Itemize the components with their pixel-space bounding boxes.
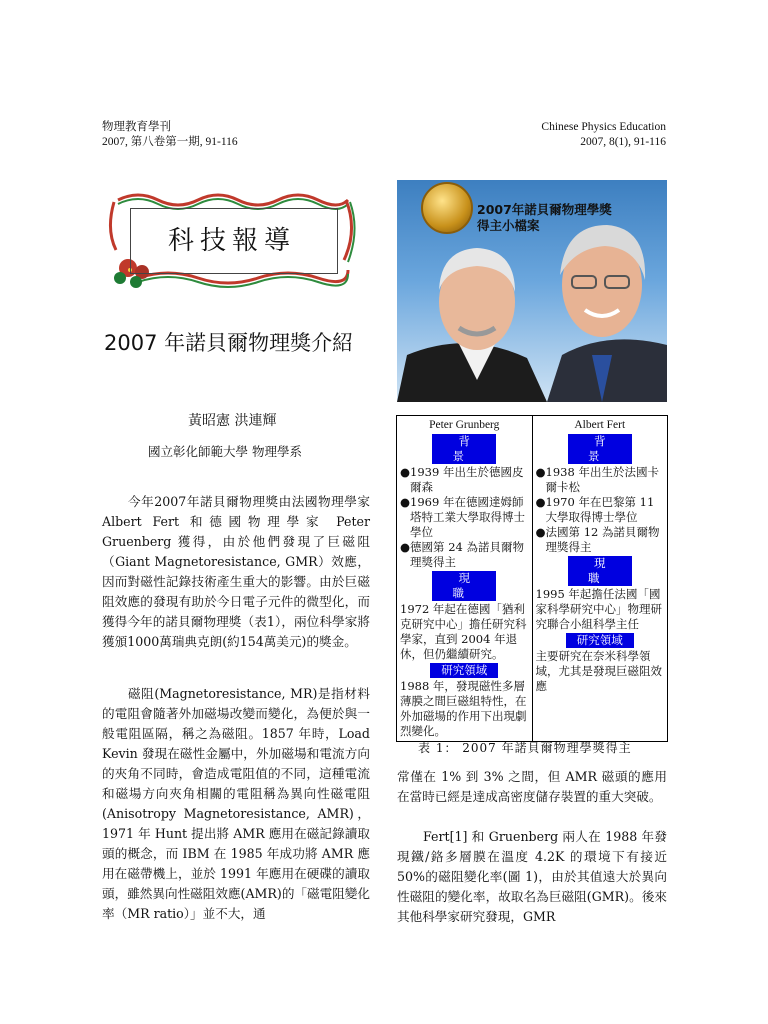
- section-label-background: 背 景: [568, 434, 632, 464]
- paragraph-4: Fert[1] 和 Gruenberg 兩人在 1988 年發現鐵/鉻多層膜在溫度 4.2K 的環境下有接近 50%的磁阻變化率(圖 1)，由於其值遠大於異向性磁阻的變化率，故取名為巨磁阻(GMR)。後來其他科學家研究發現，GMR: [397, 829, 667, 924]
- table-col-grunberg: [397, 416, 533, 742]
- list-item: ● 1938 年出生於法國卡爾卡松: [536, 465, 665, 495]
- laureates-photo: [397, 180, 667, 402]
- list-item-text: 1970 年在巴黎第 11 大學取得博士學位: [545, 495, 655, 524]
- list-item-text: 1938 年出生於法國卡爾卡松: [545, 465, 659, 494]
- list-item: ● 1939 年出生於德國皮爾森: [400, 465, 529, 495]
- table-col-fert: [532, 416, 668, 742]
- paragraph-2: 磁阻(Magnetoresistance, MR)是指材料的電阻會隨著外加磁場改變而變化，為便於與一般電阻區隔，稱之為磁阻。1857 年時，Load Kevin 發現在磁性金屬中，外加磁場和電流方向的夾角不同時，會造成電阻值的不同，這種電流和磁場方向夾角相關的電阻稱為異向性磁電阻(Anisotropy Magnetoresistance, AMR)，1971 年 Hunt 提出將 AMR 應用在磁記錄讀取頭的概念，而 IBM 在 1985 年成功將 AMR 應用在磁帶機上，並於 1991 年應用在硬碟的讀取頭，雖然異向性磁阻效應(AMR)的「磁電阻變化率（MR ratio）」並不大，通: [102, 686, 370, 921]
- list-item: ● 1969 年在德國達姆師塔特工業大學取得博士學位: [400, 495, 529, 540]
- journal-issue-en: 2007, 8(1), 91-116: [580, 136, 666, 148]
- list-item: ● 1970 年在巴黎第 11 大學取得博士學位: [536, 495, 665, 525]
- journal-name-en: Chinese Physics Education: [541, 121, 666, 133]
- article-title: 2007 年諾貝爾物理獎介紹: [104, 331, 354, 355]
- list-item: ● 法國第 12 為諾貝爾物理獎得主: [536, 525, 665, 555]
- list-item-text: 法國第 12 為諾貝爾物理獎得主: [545, 525, 660, 554]
- article-authors: 黃昭憲 洪連輝: [188, 413, 277, 429]
- list-item-text: 1969 年在德國達姆師塔特工業大學取得博士學位: [410, 495, 526, 539]
- banner-title: 科技報導: [167, 226, 296, 256]
- field-text: 主要研究在奈米科學領域，尤其是發現巨磁阻效應: [535, 649, 662, 693]
- paragraph-3: 常僅在 1% 到 3% 之間，但 AMR 磁頭的應用在當時已經是達成高密度儲存裝置的重大突破。: [397, 769, 667, 804]
- laureate-name: Peter Grunberg: [429, 419, 500, 431]
- section-label-position: 現 職: [432, 571, 496, 601]
- journal-header-right: [541, 120, 666, 150]
- section-banner: [108, 190, 356, 288]
- journal-header-left: [102, 120, 238, 150]
- list-item: ● 德國第 24 為諾貝爾物理獎得主: [400, 540, 529, 570]
- position-text: 1995 年起擔任法國「國家科學研究中心」物理研究聯合小組科學主任: [535, 587, 662, 631]
- field-text: 1988 年，發現磁性多層薄膜之間巨磁組特性，在外加磁場的作用下出現劇烈變化。: [400, 679, 527, 738]
- section-label-field: 研究領域: [566, 633, 634, 648]
- laureates-portrait: [397, 180, 667, 402]
- section-label-position: 現 職: [568, 556, 632, 586]
- table-caption: 表 1： 2007 年諾貝爾物理學獎得主: [418, 741, 632, 755]
- journal-name: 物理教育學刊: [102, 121, 171, 133]
- paragraph-1: 今年2007年諾貝爾物理獎由法國物理學家 Albert Fert 和德國物理學家 Peter Gruenberg 獲得，由於他們發現了巨磁阻（Giant Magnetoresistance, GMR）效應，因而對磁性記錄技術產生重大的影響。由於巨磁阻效應的發現有助於今日電子元件的微型化，而獲得今年的諾貝爾物理獎（表1），兩位科學家將獲頒1000萬瑞典克朗(約154萬美元)的獎金。: [102, 494, 370, 649]
- laureates-table: [396, 415, 668, 742]
- photo-title-line2: 得主小檔案: [477, 218, 540, 233]
- section-label-background: 背 景: [432, 434, 496, 464]
- journal-issue: 2007, 第八卷第一期, 91-116: [102, 136, 238, 148]
- list-item-text: 1939 年出生於德國皮爾森: [410, 465, 524, 494]
- list-item-text: 德國第 24 為諾貝爾物理獎得主: [410, 540, 524, 569]
- laureate-name: Albert Fert: [574, 419, 626, 431]
- section-label-field: 研究領域: [430, 663, 498, 678]
- photo-title-line1: 2007年諾貝爾物理學獎: [477, 202, 612, 217]
- position-text: 1972 年起在德國「猶利克研究中心」擔任研究科學家，直到 2004 年退休，但仍繼續研究。: [400, 602, 527, 661]
- article-affiliation: 國立彰化師範大學 物理學系: [148, 444, 302, 459]
